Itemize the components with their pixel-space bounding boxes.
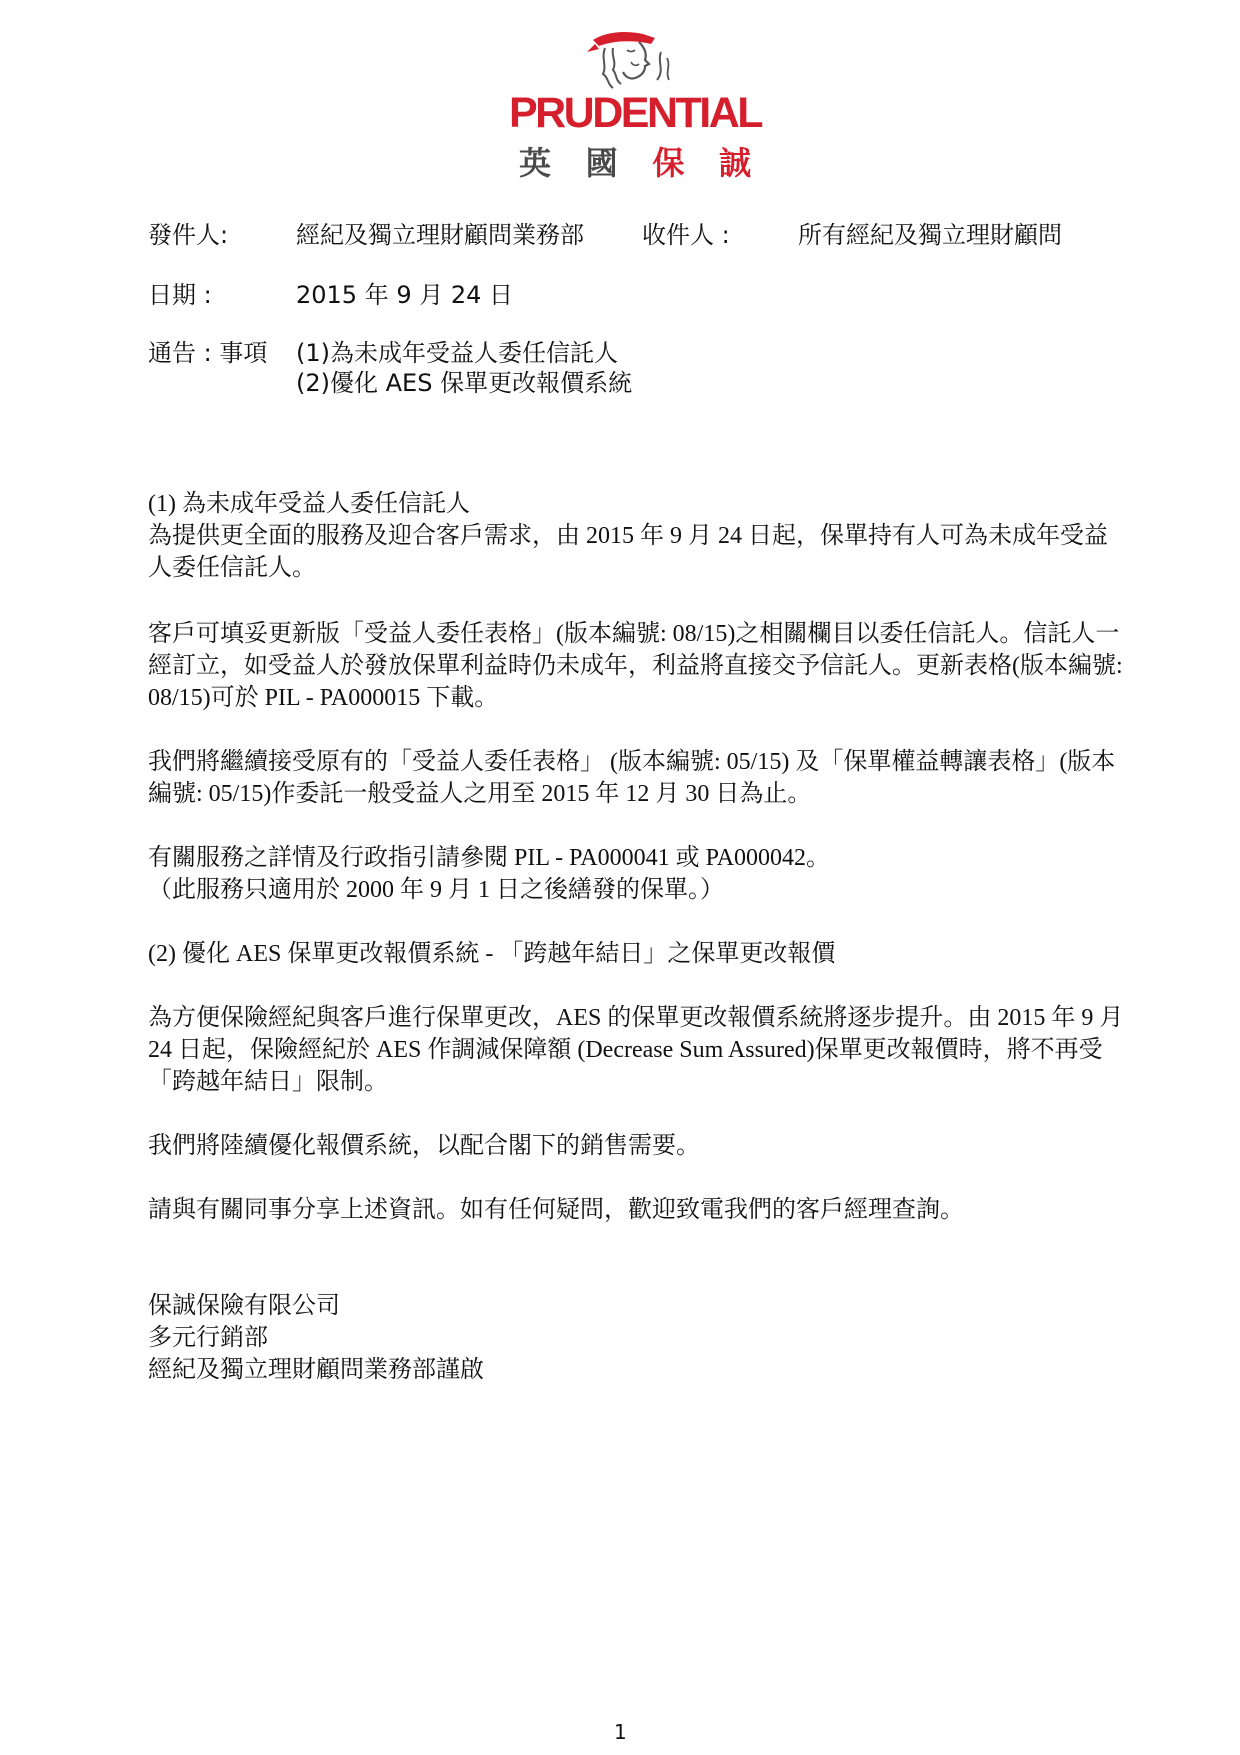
- brand-char: 國: [585, 144, 618, 182]
- section-2-title: (2) 優化 AES 保單更改報價系統 - 「跨越年結日」之保單更改報價: [148, 941, 836, 967]
- signature-block: [148, 1290, 1128, 1386]
- paragraph: 為提供更全面的服務及迎合客戶需求，由 2015 年 9 月 24 日起，保單持有人可為未成年受益人委任信託人。: [148, 523, 1108, 581]
- paragraph: 我們將繼續接受原有的「受益人委任表格」 (版本編號: 05/15) 及「保單權益轉讓表格」(版本編號: 05/15)作委託一般受益人之用至 2015 年 12 月 30 日為止。: [148, 749, 1116, 807]
- brand-char: 英: [519, 144, 552, 182]
- subject-line-1: (1)為未成年受益人委任信託人: [296, 339, 618, 367]
- prudence-head-icon: [585, 22, 685, 94]
- signature-company: 保誠保險有限公司: [148, 1293, 340, 1319]
- section-1: [148, 488, 1128, 584]
- subject-line-2: (2)優化 AES 保單更改報價系統: [296, 369, 633, 397]
- brand-wordmark: PRUDENTIAL: [508, 89, 762, 137]
- paragraph: 我們將陸續優化報價系統，以配合閣下的銷售需要。: [148, 1133, 700, 1159]
- paragraph-note: （此服務只適用於 2000 年 9 月 1 日之後繕發的保單。）: [148, 877, 724, 903]
- page-number: 1: [614, 1720, 627, 1744]
- signature-sign-off: 經紀及獨立理財顧問業務部謹啟: [148, 1357, 484, 1383]
- notice-label: 通告 : 事項: [148, 339, 268, 367]
- paragraph: 客戶可填妥更新版「受益人委任表格」(版本編號: 08/15)之相關欄目以委任信託人。信託人一經訂立，如受益人於發放保單利益時仍未成年，利益將直接交予信託人。更新表格(版本編號: 08/15)可於 PIL - PA000015 下載。: [148, 621, 1123, 711]
- brand-char: 誠: [718, 144, 751, 182]
- paragraph-group: [148, 842, 1128, 906]
- prudential-logo: [505, 22, 765, 182]
- section-1-title: (1) 為未成年受益人委任信託人: [148, 491, 470, 517]
- paragraph: 為方便保險經紀與客戶進行保單更改，AES 的保單更改報價系統將逐步提升。由 2015 年 9 月 24 日起，保險經紀於 AES 作調減保障額 (Decrease Sum Assured)保單更改報價時，將不再受「跨越年結日」限制。: [148, 1005, 1124, 1095]
- from-value: 經紀及獨立理財顧問業務部: [296, 221, 584, 249]
- date-label: 日期 :: [148, 281, 212, 309]
- paragraph: 請與有關同事分享上述資訊。如有任何疑問，歡迎致電我們的客戶經理查詢。: [148, 1197, 964, 1223]
- to-value: 所有經紀及獨立理財顧問: [798, 221, 1062, 249]
- paragraph: 有關服務之詳情及行政指引請參閱 PIL - PA000041 或 PA000042。: [148, 845, 831, 871]
- brand-chinese: [519, 144, 751, 182]
- from-label: 發件人:: [148, 221, 229, 249]
- signature-department: 多元行銷部: [148, 1325, 268, 1351]
- brand-char: 保: [652, 144, 685, 182]
- date-value: 2015 年 9 月 24 日: [296, 281, 514, 309]
- to-label: 收件人 :: [642, 221, 730, 249]
